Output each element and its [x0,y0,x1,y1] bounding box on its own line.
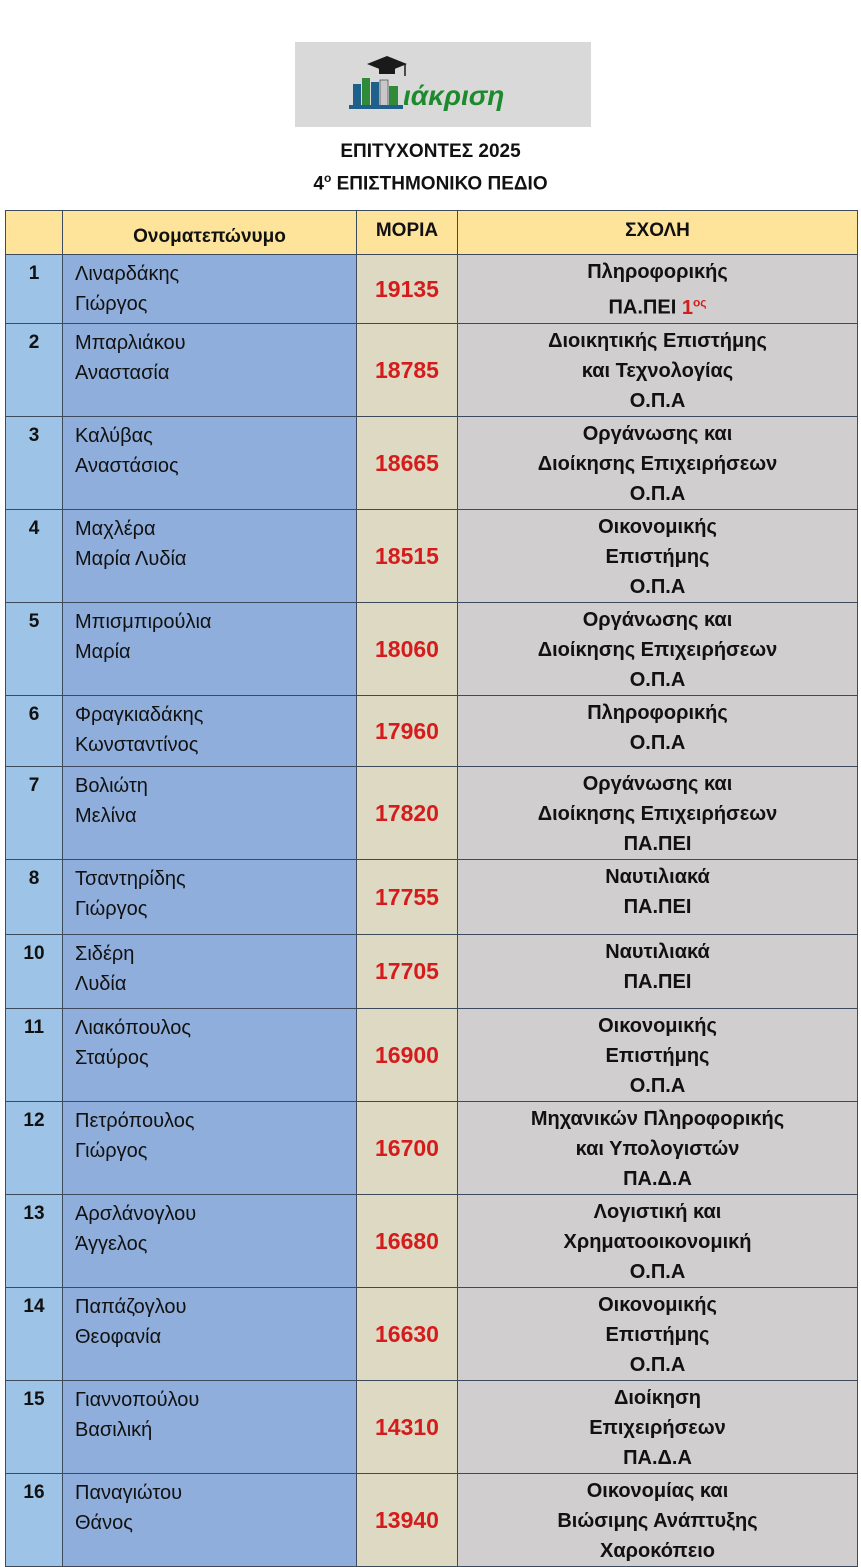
name-line: Σταύρος [75,1047,149,1069]
student-name [63,255,357,324]
name-line: Σιδέρη [75,943,135,965]
name-line: Μελίνα [75,805,137,827]
school-line [458,356,857,386]
school-line [458,257,857,287]
name-line: Μπισμπιρούλια [75,611,212,633]
school-line-text: Οργάνωσης και [582,609,733,631]
name-line: Τσαντηρίδης [75,868,186,890]
name-line: Βασιλική [75,1419,153,1441]
name-line: Κωνσταντίνος [75,734,199,756]
table-row [6,1288,858,1381]
school-line-text: και Υπολογιστών [575,1138,740,1160]
school-line-text: Διοίκηση [614,1387,701,1409]
school-line-text: Χρηματοοικονομική [563,1231,752,1253]
school-line [458,326,857,356]
school-line [458,1011,857,1041]
student-name [63,324,357,417]
school-line [458,1383,857,1413]
points-value: 18515 [357,510,458,603]
student-name [63,510,357,603]
table-row [6,1009,858,1102]
table-row [6,324,858,417]
school-line [458,1227,857,1257]
row-number: 11 [6,1009,63,1102]
school-name [458,510,858,603]
school-line-text: Ο.Π.Α [629,1261,686,1283]
school-line-text: Ο.Π.Α [629,1075,686,1097]
points-value: 14310 [357,1381,458,1474]
school-line-text: Ο.Π.Α [629,1354,686,1376]
school-line [458,386,857,416]
points-value: 18060 [357,603,458,696]
school-line-text: Πληροφορικής [587,702,728,724]
book-icon [353,84,361,106]
school-line-text: Οικονομίας και [586,1480,729,1502]
row-number: 1 [6,255,63,324]
school-line [458,799,857,829]
school-line-text: Οικονομικής [598,1015,717,1037]
school-name [458,1288,858,1381]
logo-graphic [295,42,591,127]
logo [295,42,591,127]
school-line [458,1197,857,1227]
school-line-text: Ναυτιλιακά [605,941,710,963]
school-line [458,1134,857,1164]
name-line: Θεοφανία [75,1326,162,1348]
school-line [458,419,857,449]
name-line: Γιώργος [75,293,148,315]
table-row [6,1381,858,1474]
school-line [458,542,857,572]
school-line [458,665,857,695]
school-line [458,605,857,635]
name-line: Παπάζογλου [75,1296,187,1318]
name-line: Καλύβας [75,425,153,447]
table-header-row [6,211,858,255]
column-header-points: ΜΟΡΙΑ [357,211,458,255]
school-line [458,512,857,542]
name-line: Γιώργος [75,1140,148,1162]
row-number: 16 [6,1474,63,1567]
table-row [6,510,858,603]
school-line [458,1104,857,1134]
row-number: 12 [6,1102,63,1195]
page-subtitle: $4^o$ ΕΠΙΣΤΗΜΟΝΙΚΟ ΠΕΔΙΟ [313,171,548,195]
points-value: 18785 [357,324,458,417]
school-line-text: Πληροφορικής [587,261,728,283]
name-line: Αναστασία [75,362,170,384]
points-value: 16900 [357,1009,458,1102]
row-number: 4 [6,510,63,603]
name-line: Μπαρλιάκου [75,332,186,354]
school-line [458,1476,857,1506]
school-line [458,1164,857,1194]
table-row [6,1195,858,1288]
school-line [458,1320,857,1350]
student-name [63,1474,357,1567]
student-name [63,767,357,860]
school-name [458,767,858,860]
student-name [63,1381,357,1474]
school-name [458,935,858,1009]
points-value: 17755 [357,860,458,935]
points-value: 16680 [357,1195,458,1288]
table-row [6,417,858,510]
row-number: 13 [6,1195,63,1288]
row-number: 7 [6,767,63,860]
school-line [458,479,857,509]
school-line-text: Επιστήμης [605,1045,710,1067]
row-number: 2 [6,324,63,417]
points-value: 19135 [357,255,458,324]
school-line-text: Επιχειρήσεων [589,1417,726,1439]
school-line [458,287,857,323]
school-line-text: Ο.Π.Α [629,390,686,412]
table-row [6,696,858,767]
school-line [458,1413,857,1443]
school-name [458,860,858,935]
school-line-text: Διοίκησης Επιχειρήσεων [537,453,778,475]
points-value: 17705 [357,935,458,1009]
row-number: 15 [6,1381,63,1474]
school-line-text: Επιστήμης [605,1324,710,1346]
school-name [458,696,858,767]
student-name [63,603,357,696]
points-value: 17820 [357,767,458,860]
school-line-text: Οικονομικής [598,516,717,538]
book-icon [362,78,370,106]
school-line-text: ΠΑ.Δ.Α [623,1447,692,1469]
school-line [458,967,857,997]
school-line [458,1071,857,1101]
school-line-text: ΠΑ.ΠΕΙ [608,296,682,319]
school-line-text: Βιώσιμης Ανάπτυξης [557,1510,758,1532]
table-row [6,1474,858,1567]
name-line: Αρσλάνογλου [75,1203,197,1225]
school-name [458,1195,858,1288]
school-name [458,1102,858,1195]
school-line-text: Ο.Π.Α [629,669,686,691]
school-name [458,1009,858,1102]
school-line-text: Ο.Π.Α [629,732,686,754]
school-line-text: Μηχανικών Πληροφορικής [530,1108,785,1130]
school-line-text: Οργάνωσης και [582,423,733,445]
points-value: 16700 [357,1102,458,1195]
school-name [458,1474,858,1567]
row-number: 14 [6,1288,63,1381]
school-line-text: ΠΑ.ΠΕΙ [623,833,692,855]
school-line-text: Διοίκησης Επιχειρήσεων [537,639,778,661]
school-line [458,635,857,665]
book-icon [389,86,398,106]
school-line-text: Οργάνωσης και [582,773,733,795]
page-title: ΕΠΙΤΥΧΟΝΤΕΣ 2025 [340,141,521,162]
school-line-text: Διοικητικής Επιστήμης [548,330,767,352]
column-header-school: ΣΧΟΛΗ [458,211,858,255]
table-row [6,860,858,935]
school-line [458,1536,857,1566]
name-line: Παναγιώτου [75,1482,183,1504]
points-value: 17960 [357,696,458,767]
school-line [458,1506,857,1536]
student-name [63,935,357,1009]
column-header-number [6,211,63,255]
school-line-text: Οικονομικής [598,1294,717,1316]
school-line [458,572,857,602]
shelf-icon [349,105,403,109]
school-line-text: και Τεχνολογίας [581,360,734,382]
student-name [63,417,357,510]
row-number: 10 [6,935,63,1009]
school-line-text: Λογιστική και [593,1201,722,1223]
school-line-text: ΠΑ.Δ.Α [623,1168,692,1190]
school-line [458,769,857,799]
school-line [458,1290,857,1320]
school-line [458,892,857,922]
name-line: Λιακόπουλος [75,1017,191,1039]
school-line-text: Ναυτιλιακά [605,866,710,888]
row-number: 3 [6,417,63,510]
name-line: Λυδία [75,973,127,995]
school-line [458,862,857,892]
student-name [63,860,357,935]
name-line: Μαχλέρα [75,518,156,540]
school-line [458,937,857,967]
school-name [458,324,858,417]
school-line [458,1257,857,1287]
points-value: 16630 [357,1288,458,1381]
student-name [63,696,357,767]
school-line [458,698,857,728]
school-line-text: Χαροκόπειο [600,1540,715,1562]
school-name [458,603,858,696]
student-name [63,1009,357,1102]
school-line [458,829,857,859]
row-number: 5 [6,603,63,696]
results-table [5,210,858,1567]
name-line: Θάνος [75,1512,133,1534]
school-line-text: ΠΑ.ΠΕΙ [623,971,692,993]
student-name [63,1102,357,1195]
school-line-text: Ο.Π.Α [629,576,686,598]
points-value: 18665 [357,417,458,510]
school-line [458,449,857,479]
school-line-text: Επιστήμης [605,546,710,568]
points-value: 13940 [357,1474,458,1567]
name-line: Λιναρδάκης [75,263,180,285]
table-row [6,767,858,860]
school-line [458,728,857,758]
name-line: Πετρόπουλος [75,1110,195,1132]
book-icon [380,80,388,106]
school-line [458,1443,857,1473]
rank-badge: $1^{o\varsigma}$ [681,295,707,319]
name-line: Βολιώτη [75,775,148,797]
name-line: Γιώργος [75,898,148,920]
school-line-text: ΠΑ.ΠΕΙ [623,896,692,918]
table-row [6,935,858,1009]
name-line: Μαρία [75,641,131,663]
school-line-text: Ο.Π.Α [629,483,686,505]
school-line [458,1041,857,1071]
logo-text: ιάκριση [403,80,505,111]
school-name [458,1381,858,1474]
name-line: Αναστάσιος [75,455,179,477]
school-name [458,255,858,324]
name-line: Άγγελος [75,1233,148,1255]
row-number: 8 [6,860,63,935]
name-line: Φραγκιαδάκης [75,704,204,726]
row-number: 6 [6,696,63,767]
book-icon [371,82,379,106]
table-row [6,1102,858,1195]
student-name [63,1288,357,1381]
student-name [63,1195,357,1288]
name-line: Γιαννοπούλου [75,1389,200,1411]
column-header-name: Ονοματεπώνυμο [63,211,357,255]
table-row [6,603,858,696]
name-line: Μαρία Λυδία [75,548,187,570]
school-line-text: Διοίκησης Επιχειρήσεων [537,803,778,825]
school-line [458,1350,857,1380]
school-name [458,417,858,510]
table-row [6,255,858,324]
